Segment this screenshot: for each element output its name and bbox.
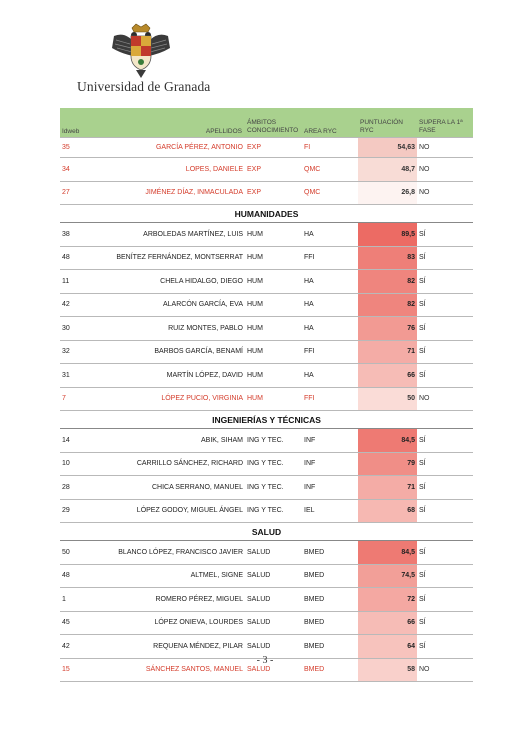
- cell-puntuacion: 79: [358, 452, 417, 476]
- table-row: [60, 499, 473, 523]
- cell-apellidos: LÓPEZ PUCIO, VIRGINIA: [104, 387, 245, 411]
- cell-puntuacion: 82: [358, 293, 417, 317]
- university-logo: [108, 22, 174, 80]
- cell-supera: SÍ: [417, 452, 473, 476]
- table-row: [60, 476, 473, 500]
- cell-ambito: SALUD: [245, 635, 302, 659]
- cell-ambito: SALUD: [245, 564, 302, 588]
- cell-idweb: 29: [60, 499, 104, 523]
- cell-supera: SÍ: [417, 476, 473, 500]
- cell-apellidos: RUIZ MONTES, PABLO: [104, 317, 245, 341]
- cell-ambito: HUM: [245, 293, 302, 317]
- cell-supera: NO: [417, 158, 473, 182]
- cell-apellidos: SÁNCHEZ SANTOS, MANUEL: [104, 658, 245, 682]
- cell-ambito: ING Y TEC.: [245, 429, 302, 453]
- cell-ambito: HUM: [245, 317, 302, 341]
- cell-supera: NO: [417, 387, 473, 411]
- cell-apellidos: CARRILLO SÁNCHEZ, RICHARD: [104, 452, 245, 476]
- cell-ambito: ING Y TEC.: [245, 476, 302, 500]
- cell-puntuacion: 89,5: [358, 223, 417, 247]
- cell-ambito: SALUD: [245, 658, 302, 682]
- cell-ambito: SALUD: [245, 541, 302, 565]
- table-header: [60, 108, 473, 138]
- cell-supera: SÍ: [417, 429, 473, 453]
- cell-supera: SÍ: [417, 588, 473, 612]
- cell-area: HA: [302, 270, 358, 294]
- cell-supera: NO: [417, 181, 473, 205]
- cell-puntuacion: 72: [358, 588, 417, 612]
- cell-supera: NO: [417, 138, 473, 158]
- cell-apellidos: ALTMEL, SIGNE: [104, 564, 245, 588]
- column-header-apellidos: APELLIDOS: [104, 108, 245, 138]
- cell-puntuacion: 71: [358, 340, 417, 364]
- cell-supera: SÍ: [417, 364, 473, 388]
- cell-idweb: 14: [60, 429, 104, 453]
- table-row: [60, 246, 473, 270]
- cell-area: INF: [302, 476, 358, 500]
- table-row: [60, 293, 473, 317]
- table-row: [60, 223, 473, 247]
- cell-apellidos: LOPES, DANIELE: [104, 158, 245, 182]
- cell-puntuacion: 84,5: [358, 541, 417, 565]
- cell-ambito: EXP: [245, 158, 302, 182]
- cell-apellidos: LÓPEZ GODOY, MIGUEL ÁNGEL: [104, 499, 245, 523]
- cell-puntuacion: 71: [358, 476, 417, 500]
- cell-area: BMED: [302, 564, 358, 588]
- institution-name: Universidad de Granada: [77, 79, 211, 94]
- cell-ambito: SALUD: [245, 588, 302, 612]
- cell-area: FI: [302, 138, 358, 158]
- table-row: [60, 564, 473, 588]
- cell-apellidos: REQUENA MÉNDEZ, PILAR: [104, 635, 245, 659]
- cell-apellidos: MARTÍN LÓPEZ, DAVID: [104, 364, 245, 388]
- cell-area: IEL: [302, 499, 358, 523]
- cell-idweb: 15: [60, 658, 104, 682]
- cell-idweb: 10: [60, 452, 104, 476]
- cell-area: HA: [302, 223, 358, 247]
- table-row: [60, 387, 473, 411]
- section-header: [60, 411, 473, 429]
- cell-supera: SÍ: [417, 223, 473, 247]
- cell-area: FFI: [302, 340, 358, 364]
- cell-supera: NO: [417, 658, 473, 682]
- cell-puntuacion: 54,63: [358, 138, 417, 158]
- column-header-puntuacion: PUNTUACIÓN RYC: [358, 108, 417, 138]
- cell-idweb: 28: [60, 476, 104, 500]
- cell-supera: SÍ: [417, 564, 473, 588]
- cell-supera: SÍ: [417, 340, 473, 364]
- cell-ambito: EXP: [245, 181, 302, 205]
- table-row: [60, 364, 473, 388]
- cell-idweb: 42: [60, 635, 104, 659]
- cell-idweb: 31: [60, 364, 104, 388]
- table-row: [60, 158, 473, 182]
- cell-puntuacion: 74,5: [358, 564, 417, 588]
- cell-apellidos: GARCÍA PÉREZ, ANTONIO: [104, 138, 245, 158]
- cell-area: INF: [302, 452, 358, 476]
- cell-apellidos: CHELA HIDALGO, DIEGO: [104, 270, 245, 294]
- cell-apellidos: CHICA SERRANO, MANUEL: [104, 476, 245, 500]
- cell-area: FFI: [302, 246, 358, 270]
- table-row: [60, 340, 473, 364]
- cell-ambito: HUM: [245, 270, 302, 294]
- cell-idweb: 42: [60, 293, 104, 317]
- cell-idweb: 1: [60, 588, 104, 612]
- cell-apellidos: BARBOS GARCÍA, BENAMÍ: [104, 340, 245, 364]
- cell-idweb: 32: [60, 340, 104, 364]
- cell-supera: SÍ: [417, 317, 473, 341]
- table-row: [60, 429, 473, 453]
- cell-apellidos: JIMÉNEZ DÍAZ, INMACULADA: [104, 181, 245, 205]
- cell-apellidos: ALARCÓN GARCÍA, EVA: [104, 293, 245, 317]
- table-row: [60, 270, 473, 294]
- section-title: SALUD: [60, 523, 473, 541]
- cell-supera: SÍ: [417, 611, 473, 635]
- cell-idweb: 48: [60, 246, 104, 270]
- cell-area: FFI: [302, 387, 358, 411]
- cell-ambito: EXP: [245, 138, 302, 158]
- section-header: [60, 523, 473, 541]
- cell-idweb: 30: [60, 317, 104, 341]
- coat-of-arms-icon: [108, 22, 174, 80]
- cell-area: INF: [302, 429, 358, 453]
- cell-ambito: HUM: [245, 387, 302, 411]
- cell-idweb: 34: [60, 158, 104, 182]
- cell-supera: SÍ: [417, 293, 473, 317]
- cell-puntuacion: 84,5: [358, 429, 417, 453]
- table-row: [60, 541, 473, 565]
- column-header-supera: SUPERA LA 1ª FASE: [417, 108, 473, 138]
- cell-idweb: 50: [60, 541, 104, 565]
- cell-apellidos: ROMERO PÉREZ, MIGUEL: [104, 588, 245, 612]
- table-row: [60, 181, 473, 205]
- cell-puntuacion: 64: [358, 635, 417, 659]
- cell-area: HA: [302, 293, 358, 317]
- cell-puntuacion: 48,7: [358, 158, 417, 182]
- cell-puntuacion: 26,8: [358, 181, 417, 205]
- cell-puntuacion: 76: [358, 317, 417, 341]
- cell-apellidos: ARBOLEDAS MARTÍNEZ, LUIS: [104, 223, 245, 247]
- cell-ambito: HUM: [245, 246, 302, 270]
- cell-supera: SÍ: [417, 246, 473, 270]
- page-number: - 3 -: [256, 655, 274, 666]
- cell-idweb: 35: [60, 138, 104, 158]
- cell-ambito: HUM: [245, 223, 302, 247]
- cell-area: BMED: [302, 635, 358, 659]
- cell-puntuacion: 66: [358, 364, 417, 388]
- section-title: INGENIERÍAS Y TÉCNICAS: [60, 411, 473, 429]
- cell-apellidos: ABIK, SIHAM: [104, 429, 245, 453]
- column-header-ambitos: ÁMBITOS CONOCIMIENTO: [245, 108, 302, 138]
- table-row: [60, 452, 473, 476]
- section-title: HUMANIDADES: [60, 205, 473, 223]
- cell-supera: SÍ: [417, 635, 473, 659]
- cell-supera: SÍ: [417, 270, 473, 294]
- cell-ambito: ING Y TEC.: [245, 499, 302, 523]
- column-header-area: AREA RYC: [302, 108, 358, 138]
- cell-idweb: 48: [60, 564, 104, 588]
- cell-area: BMED: [302, 588, 358, 612]
- cell-area: HA: [302, 317, 358, 341]
- table-row: [60, 138, 473, 158]
- cell-puntuacion: 50: [358, 387, 417, 411]
- section-header: [60, 205, 473, 223]
- table-row: [60, 588, 473, 612]
- results-table: [60, 108, 473, 682]
- cell-puntuacion: 82: [358, 270, 417, 294]
- cell-idweb: 27: [60, 181, 104, 205]
- cell-ambito: SALUD: [245, 611, 302, 635]
- cell-ambito: ING Y TEC.: [245, 452, 302, 476]
- cell-ambito: HUM: [245, 364, 302, 388]
- cell-apellidos: BLANCO LÓPEZ, FRANCISCO JAVIER: [104, 541, 245, 565]
- cell-idweb: 38: [60, 223, 104, 247]
- cell-area: BMED: [302, 611, 358, 635]
- cell-area: QMC: [302, 181, 358, 205]
- table-row: [60, 611, 473, 635]
- cell-area: BMED: [302, 658, 358, 682]
- cell-idweb: 7: [60, 387, 104, 411]
- cell-puntuacion: 68: [358, 499, 417, 523]
- cell-apellidos: LÓPEZ ONIEVA, LOURDES: [104, 611, 245, 635]
- table-row: [60, 317, 473, 341]
- cell-puntuacion: 66: [358, 611, 417, 635]
- cell-area: HA: [302, 364, 358, 388]
- cell-idweb: 45: [60, 611, 104, 635]
- cell-area: QMC: [302, 158, 358, 182]
- cell-area: BMED: [302, 541, 358, 565]
- cell-apellidos: BENÍTEZ FERNÁNDEZ, MONTSERRAT: [104, 246, 245, 270]
- cell-ambito: HUM: [245, 340, 302, 364]
- cell-puntuacion: 83: [358, 246, 417, 270]
- column-header-idweb: Idweb: [60, 108, 104, 138]
- cell-supera: SÍ: [417, 499, 473, 523]
- cell-puntuacion: 58: [358, 658, 417, 682]
- cell-idweb: 11: [60, 270, 104, 294]
- cell-supera: SÍ: [417, 541, 473, 565]
